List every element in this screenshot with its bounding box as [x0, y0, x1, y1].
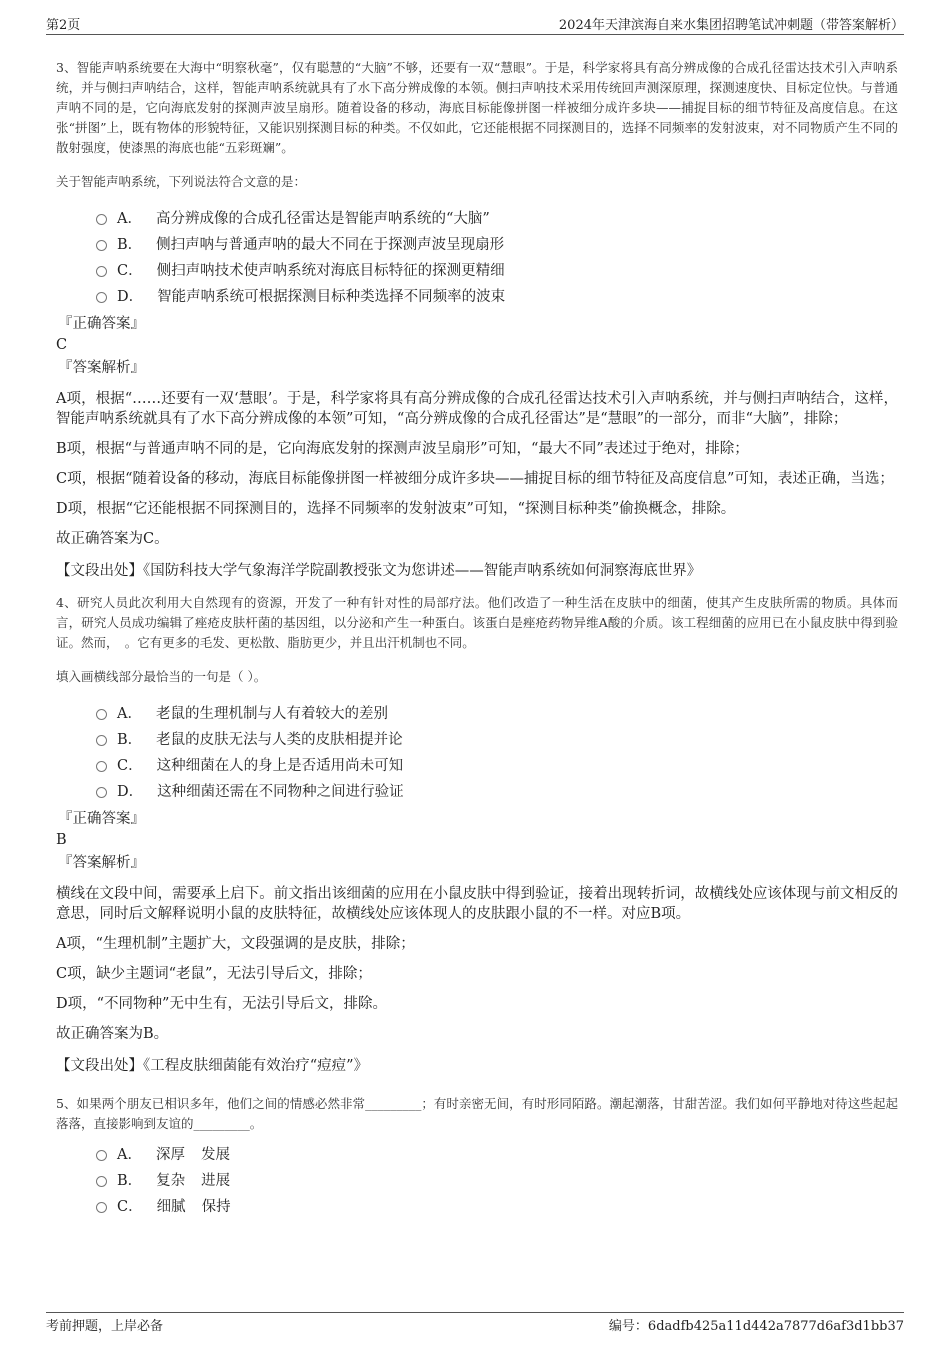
passage-source: 【文段出处】《工程皮肤细菌能有效治疗“痘痘”》 [56, 1058, 369, 1074]
radio-icon[interactable] [96, 1202, 107, 1213]
analysis-label: 『答案解析』 [58, 855, 145, 871]
radio-icon[interactable] [96, 214, 107, 225]
analysis-label: 『答案解析』 [58, 360, 145, 376]
analysis-paragraph: C项，根据“随着设备的移动，海底目标能像拼图一样被细分成许多块——捕捉目标的细节特征及高度信息”可知，表述正确，当选； [56, 471, 894, 487]
correct-answer: B [56, 832, 67, 848]
analysis-paragraph: 横线在文段中间，需要承上启下。前文指出该细菌的应用在小鼠皮肤中得到验证，接着出现转折词，故横线处应该体现与前文相反的意思，同时后文解释说明小鼠的皮肤特征，故横线处应该体现人的皮肤跟小鼠的不一样。对应B项。 [56, 886, 898, 922]
q4-option-a[interactable]: A． 老鼠的生理机制与人有着较大的差别 [96, 699, 898, 725]
q3-option-a[interactable]: A． 高分辨成像的合成孔径雷达是智能声呐系统的“大脑” [96, 204, 898, 230]
q3-option-c[interactable]: C． 侧扫声呐技术使声呐系统对海底目标特征的探测更精细 [96, 256, 898, 282]
question-3-passage: 3、智能声呐系统要在大海中“明察秋毫”，仅有聪慧的“大脑”不够，还要有一双“慧眼”。于是，科学家将具有高分辨成像的合成孔径雷达技术引入声呐系统，并与侧扫声呐结合，这样，智能声呐系统就具有了水下高分辨成像的本领。侧扫声呐技术采用传统回声测深原理，探测速度快、目标定位快。与普通声呐不同的是，它向海底发射的探测声波呈扇形。随着设备的移动，海底目标能像拼图一样被细分成许多块——捕捉目标的细节特征及高度信息。在这张“拼图”上，既有物体的形貌特征，又能识别探测目标的种类。不仅如此，它还能根据不同探测目的，选择不同频率的发射波束，对不同物质产生不同的散射强度，使漆黑的海底也能“五彩斑斓”。 [56, 60, 898, 155]
q5-option-b[interactable]: B． 复杂 进展 [96, 1166, 898, 1192]
analysis-paragraph: 故正确答案为C。 [56, 531, 169, 547]
radio-icon[interactable] [96, 735, 107, 746]
page-footer [46, 1312, 904, 1335]
page-content [56, 58, 898, 1218]
analysis-paragraph: A项，根据“……还要有一双‘慧眼’。于是，科学家将具有高分辨成像的合成孔径雷达技术引入声呐系统，并与侧扫声呐结合，这样，智能声呐系统就具有了水下高分辨成像的本领”可知，“高分辨成像的合成孔径雷达”是“慧眼”的一部分，而非“大脑”，排除； [56, 391, 898, 427]
question-4-options [96, 699, 898, 803]
question-5-passage: 5、如果两个朋友已相识多年，他们之间的情感必然非常_________；有时亲密无间，有时形同陌路。潮起潮落，甘甜苦涩。我们如何平静地对待这些起起落落，直接影响到友谊的_________。 [56, 1096, 898, 1131]
analysis-paragraph: B项，根据“与普通声呐不同的是，它向海底发射的探测声波呈扇形”可知，“最大不同”表述过于绝对，排除； [56, 441, 749, 457]
question-4 [56, 593, 898, 1076]
radio-icon[interactable] [96, 787, 107, 798]
question-4-passage: 4、研究人员此次利用大自然现有的资源，开发了一种有针对性的局部疗法。他们改造了一种生活在皮肤中的细菌，使其产生皮肤所需的物质。具体而言，研究人员成功编辑了痤疮皮肤杆菌的基因组，以分泌和产生一种蛋白。该蛋白是痤疮药物异维A酸的介质。该工程细菌的应用已在小鼠皮肤中得到验证。然而， 。它有更多的毛发、更松散、脂肪更少，并且出汗机制也不同。 [56, 595, 898, 650]
page-number: 第2页 [46, 18, 81, 33]
analysis-paragraph: 故正确答案为B。 [56, 1026, 169, 1042]
q3-option-b[interactable]: B． 侧扫声呐与普通声呐的最大不同在于探测声波呈现扇形 [96, 230, 898, 256]
q3-option-d[interactable]: D． 智能声呐系统可根据探测目标种类选择不同频率的波束 [96, 282, 898, 308]
footer-slogan: 考前押题，上岸必备 [46, 1319, 164, 1334]
analysis-paragraph: D项，根据“它还能根据不同探测目的，选择不同频率的发射波束”可知，“探测目标种类”偷换概念，排除。 [56, 501, 736, 517]
document-code: 编号：6dadfb425a11d442a7877d6af3d1bb37 [608, 1319, 904, 1334]
radio-icon[interactable] [96, 266, 107, 277]
radio-icon[interactable] [96, 761, 107, 772]
q4-option-b[interactable]: B． 老鼠的皮肤无法与人类的皮肤相提并论 [96, 725, 898, 751]
radio-icon[interactable] [96, 1176, 107, 1187]
question-5-options [96, 1140, 898, 1218]
correct-answer-label: 『正确答案』 [58, 811, 145, 827]
q5-option-a[interactable]: A． 深厚 发展 [96, 1140, 898, 1166]
analysis-paragraph: C项，缺少主题词“老鼠”，无法引导后文，排除； [56, 966, 372, 982]
q5-option-c[interactable]: C． 细腻 保持 [96, 1192, 898, 1218]
question-4-analysis [56, 884, 898, 1044]
radio-icon[interactable] [96, 240, 107, 251]
page-header [46, 12, 904, 35]
correct-answer-label: 『正确答案』 [58, 316, 145, 332]
question-4-stem: 填入画横线部分最恰当的一句是（ ）。 [56, 669, 267, 684]
question-3-options [96, 204, 898, 308]
analysis-paragraph: D项，“不同物种”无中生有，无法引导后文，排除。 [56, 996, 387, 1012]
question-3-analysis [56, 389, 898, 549]
q4-option-c[interactable]: C． 这种细菌在人的身上是否适用尚未可知 [96, 751, 898, 777]
correct-answer: C [56, 337, 68, 353]
radio-icon[interactable] [96, 709, 107, 720]
question-3 [56, 58, 898, 581]
question-3-stem: 关于智能声呐系统，下列说法符合文意的是： [56, 174, 307, 189]
passage-source: 【文段出处】《国防科技大学气象海洋学院副教授张文为您讲述——智能声呐系统如何洞察海底世界》 [56, 563, 702, 579]
radio-icon[interactable] [96, 1150, 107, 1161]
analysis-paragraph: A项，“生理机制”主题扩大，文段强调的是皮肤，排除； [56, 936, 415, 952]
q4-option-d[interactable]: D． 这种细菌还需在不同物种之间进行验证 [96, 777, 898, 803]
question-5 [56, 1094, 898, 1218]
document-title: 2024年天津滨海自来水集团招聘笔试冲刺题（带答案解析） [558, 18, 904, 33]
radio-icon[interactable] [96, 292, 107, 303]
